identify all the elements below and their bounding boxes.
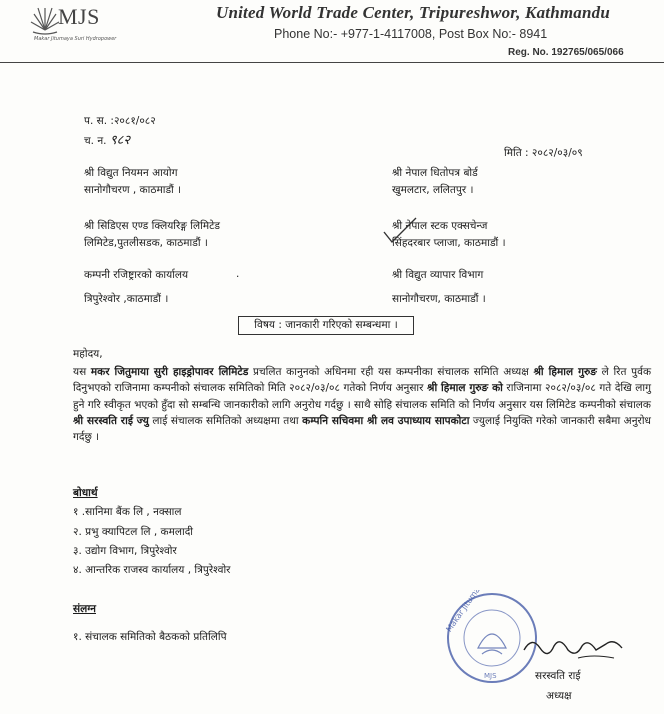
cc-item: ४. आन्तरिक राजस्व कार्यालय , त्रिपुरेश्वोर bbox=[73, 564, 231, 576]
cc-item: २. प्रभु क्यापिटल लि , कमलादी bbox=[73, 526, 194, 538]
letter-date: मिति : २०८२/०३/०९ bbox=[504, 147, 583, 159]
signatory-name: सरस्वति राई bbox=[535, 670, 581, 682]
recipient-5-name: कम्पनी रजिष्ट्रारको कार्यालय bbox=[84, 269, 189, 281]
attachment-item: १. संचालक समितिको बैठकको प्रतिलिपि bbox=[73, 631, 227, 643]
fiscal-year: प. स. :२०८१/०८२ bbox=[84, 115, 156, 127]
recipient-2-address: खुमलटार, ललितपुर । bbox=[392, 184, 474, 196]
recipient-6-name: श्री विद्युत व्यापार विभाग bbox=[392, 269, 484, 281]
phone-line: Phone No:- +977-1-4117008, Post Box No:- 8941 bbox=[274, 27, 548, 41]
recipient-4-name: श्री नेपाल स्टक एक्सचेन्ज bbox=[392, 220, 488, 232]
recipient-4-address: सिंहदरबार प्लाजा, काठमाडौं । bbox=[392, 237, 506, 249]
ref-number-value: ९८२ bbox=[109, 133, 131, 148]
recipient-1-name: श्री विद्युत नियमन आयोग bbox=[84, 167, 178, 179]
recipient-1-address: सानोगौचरण , काठमाडौं । bbox=[84, 184, 182, 196]
recipient-2-name: श्री नेपाल धितोपत्र बोर्ड bbox=[392, 167, 478, 179]
logo-subtext: Makar Jitumaya Suri Hydropower bbox=[34, 36, 117, 42]
subject-line: विषय : जानकारी गरिएको सम्बन्धमा । bbox=[238, 316, 414, 335]
attachment-heading: संलग्न bbox=[73, 603, 96, 615]
ref-number: च. न. ९८२ bbox=[84, 133, 131, 148]
recipient-3-name: श्री सिडिएस एण्ड क्लियरिङ्ग लिमिटेड bbox=[84, 220, 221, 232]
cc-heading: बोधार्थ bbox=[73, 487, 98, 499]
tick-mark-icon bbox=[382, 216, 418, 244]
recipient-6-address: सानोगौचरण, काठमाडौं । bbox=[392, 293, 486, 305]
cc-item: ३. उद्योग विभाग, त्रिपुरेश्वोर bbox=[73, 545, 177, 557]
recipient-5-address: त्रिपुरेश्वोर ,काठमाडौं । bbox=[84, 293, 169, 305]
recipient-3-address: लिमिटेड,पुतलीसडक, काठमाडौं । bbox=[84, 237, 208, 249]
company-secretary: कम्पनि सचिवमा श्री लव उपाध्याय सापकोटा bbox=[302, 414, 470, 427]
svg-text:Makar Jitumaya Suri: Makar Jitumaya Suri bbox=[444, 590, 498, 634]
cc-item: १ .सानिमा बैंक लि , नक्साल bbox=[73, 506, 182, 518]
dot-mark: . bbox=[236, 268, 240, 280]
new-chairperson: श्री सरस्वति राई ज्यु bbox=[73, 414, 149, 427]
logo-text: MJS bbox=[58, 4, 100, 29]
svg-text:MJS: MJS bbox=[484, 672, 497, 680]
registration-number: Reg. No. 192765/065/066 bbox=[508, 47, 624, 58]
logo-lotus-icon bbox=[30, 4, 60, 38]
signatory-title: अध्यक्ष bbox=[546, 690, 572, 702]
header-divider bbox=[0, 62, 664, 63]
signature bbox=[518, 628, 628, 668]
salutation: महोदय, bbox=[73, 348, 103, 360]
letter-body: यस मकर जितुमाया सुरी हाइड्रोपावर लिमिटेड प्रचलित कानुनको अधिनमा रही यस कम्पनीका संचालक समिति अध्यक्ष श्री हिमाल गुरुङ ले रित पुर्वक दिनुभएको राजिनामा कम्पनीको संचालक समितिको मिति २०८२/०३/०८ गतेको निर्णय अनुसार श्री हिमाल गुरुङ को राजिनामा २०८२/०३/०८ गते देखि लागु हुने गरि स्वीकृत भएको हुँदा सो सम्बन्धि जानकारीको लागि अनुरोध गर्दछु । साथै सोहि संचालक समिति को निर्णय अनुसार यस लिमिटेड कम्पनीको संचालक श्री सरस्वति राई ज्यु लाई संचालक समितिको अध्यक्षमा तथा कम्पनि सचिवमा श्री लव उपाध्याय सापकोटा ज्युलाई नियुक्ति गरेको जानकारी सबैमा अनुरोध गर्दछु । bbox=[73, 366, 652, 444]
person-resigned: श्री हिमाल गुरुङ bbox=[533, 366, 597, 378]
company-address: United World Trade Center, Tripureshwor, Kathmandu bbox=[216, 3, 611, 22]
person-resigned-repeat: श्री हिमाल गुरुङ को bbox=[427, 382, 503, 395]
company-name: मकर जितुमाया सुरी हाइड्रोपावर लिमिटेड bbox=[90, 366, 249, 378]
